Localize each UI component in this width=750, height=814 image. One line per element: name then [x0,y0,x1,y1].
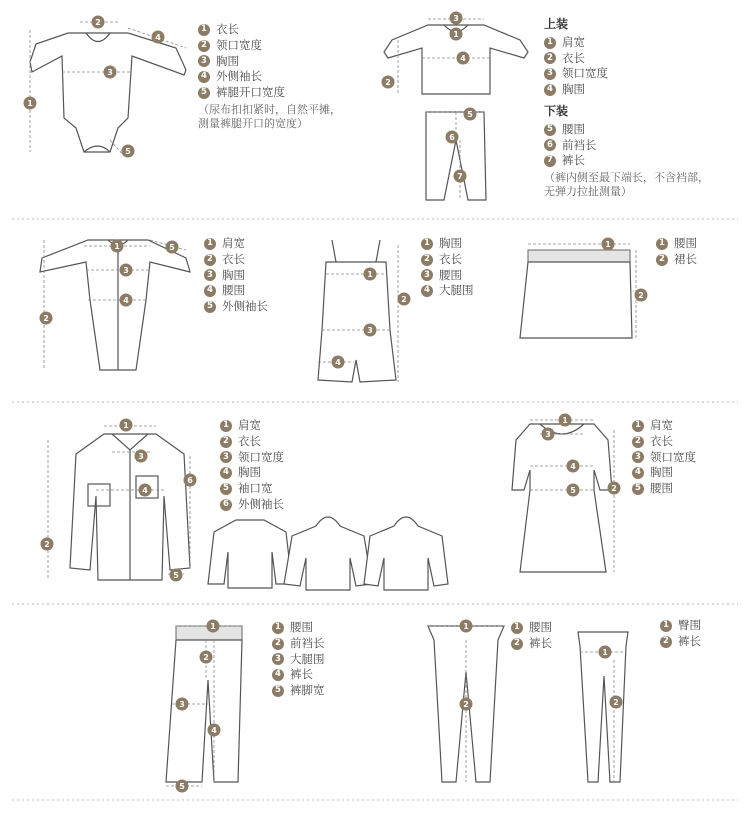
marker-number: 6 [449,133,455,142]
legend-item: 5 腰围 [544,122,709,138]
measure-marker [122,145,135,158]
legend-item: 6 前裆长 [544,138,709,154]
measure-marker [208,724,221,737]
marker-number: 5 [173,571,179,580]
measure-marker [152,31,165,44]
legend-item: 1 腰围 [656,236,697,252]
number-badge: 1 [656,238,668,250]
measure-marker [450,12,463,25]
measure-marker [24,97,37,110]
marker-number: 2 [95,18,101,27]
marker-number: 2 [203,653,209,662]
number-badge: 5 [272,685,284,697]
marker-number: 1 [27,99,33,108]
measure-marker [542,428,555,441]
label-leg-opening: 裤腿开口宽度 [216,85,285,100]
legend-item: 5 腰围 [632,481,696,497]
number-badge: 1 [272,622,284,634]
marker-number: 2 [385,78,391,87]
measure-marker [457,52,470,65]
measure-marker [104,66,117,79]
bodysuit-drawing [30,22,186,156]
measure-marker [166,241,179,254]
number-badge: 3 [204,269,216,281]
legend-item: 2 衣长 [544,51,709,67]
number-badge: 7 [544,155,556,167]
label-neck-width: 领口宽度 [216,37,262,52]
number-badge: 2 [198,40,210,52]
measure-marker [602,238,615,251]
marker-number: 1 [602,648,608,657]
marker-number: 2 [401,295,407,304]
marker-number: 4 [460,54,466,63]
marker-number: 4 [142,486,148,495]
number-badge: 5 [198,87,210,99]
marker-number: 5 [467,110,473,119]
measure-marker [170,569,183,582]
marker-number: 2 [611,484,617,493]
legend-item: 4 胸围 [632,465,696,481]
legend-item: 3 领口宽度 [544,66,709,82]
number-badge: 3 [544,68,556,80]
number-badge: 2 [272,638,284,650]
legend-item: 3 胸围 [204,268,268,284]
number-badge: 5 [632,483,644,495]
number-badge: 1 [204,238,216,250]
hoodie-drawing [284,517,372,590]
label-length: 衣长 [216,22,239,36]
legend-item: 2 裤长 [660,634,701,650]
marker-number: 2 [638,291,644,300]
measure-marker [135,450,148,463]
number-badge: 4 [272,669,284,681]
number-badge: 4 [632,467,644,479]
number-badge: 4 [421,285,433,297]
number-badge: 4 [544,84,556,96]
number-badge: 3 [198,55,210,67]
number-badge: 6 [220,499,232,511]
legend-item: 6 外侧袖长 [220,497,284,513]
marker-number: 5 [125,147,131,156]
number-badge: 4 [198,71,210,83]
measure-marker [450,28,463,41]
marker-number: 3 [453,14,459,23]
measure-marker [120,264,133,277]
measure-marker [567,460,580,473]
marker-number: 2 [44,540,50,549]
legend-skirt [656,236,697,268]
legend-jumpsuit [421,236,474,299]
measure-marker [398,293,411,306]
number-badge: 1 [198,24,210,36]
number-badge: 2 [632,436,644,448]
marker-number: 1 [367,270,373,279]
number-badge: 2 [421,254,433,266]
legend-item: 1 臀围 [660,618,701,634]
number-badge: 5 [544,124,556,136]
legend-shirt [220,418,284,513]
marker-number: 6 [187,476,193,485]
number-badge: 1 [220,420,232,432]
measure-marker [139,484,152,497]
number-badge: 1 [544,37,556,49]
marker-number: 1 [453,30,459,39]
heading-top: 上装 [544,17,569,31]
legend-item: 5 裤脚宽 [272,683,325,699]
measure-marker [599,646,612,659]
legend-item: 4 胸围 [220,465,284,481]
number-badge: 3 [220,451,232,463]
marker-number: 1 [463,622,469,631]
legend-item: 1 肩宽 [220,418,284,434]
measure-marker [200,651,213,664]
legend-leggings [511,620,552,652]
measure-marker [567,484,580,497]
measure-marker [460,620,473,633]
measure-marker [176,698,189,711]
label-sleeve: 外侧袖长 [216,69,262,84]
measure-marker [120,419,133,432]
skirt-drawing [520,244,636,338]
jumpsuit-drawing [318,240,398,382]
marker-number: 5 [169,243,175,252]
number-badge: 4 [220,467,232,479]
measure-marker [364,268,377,281]
legend-item [198,85,341,101]
measure-marker [332,356,345,369]
marker-number: 3 [107,68,113,77]
measure-marker [460,698,473,711]
number-badge: 5 [204,301,216,313]
legend-note: （尿布扣扣紧时，自然平摊， 测量裤腿开口的宽度） [198,102,341,130]
number-badge: 2 [656,254,668,266]
number-badge: 1 [660,620,672,632]
legend-item: 2 衣长 [204,252,268,268]
marker-number: 4 [123,296,129,305]
measure-marker [446,131,459,144]
marker-number: 3 [179,700,185,709]
number-badge: 6 [544,139,556,151]
number-badge: 1 [632,420,644,432]
heading-bottom: 下装 [544,103,569,118]
measure-marker [454,170,467,183]
marker-number: 3 [367,326,373,335]
measure-marker [635,289,648,302]
legend-item [198,38,341,54]
marker-number: 1 [123,421,129,430]
legend-item: 1 胸围 [421,236,474,252]
marker-number: 7 [457,172,463,181]
legend-bodysuit [198,22,341,131]
cardigan-drawing [208,520,292,588]
measure-marker [120,294,133,307]
marker-number: 4 [570,462,576,471]
legend-item: 2 衣长 [632,434,696,450]
legend-item: 3 领口宽度 [632,450,696,466]
dress-drawing [512,420,614,572]
legend-item: 7 裤长 [544,153,709,169]
number-badge: 5 [220,483,232,495]
marker-number: 4 [335,358,341,367]
number-badge: 2 [220,436,232,448]
legend-item: 1 腰围 [511,620,552,636]
measure-marker [610,696,623,709]
legend-item: 4 大腿围 [421,283,474,299]
number-badge: 2 [204,254,216,266]
number-badge: 3 [632,451,644,463]
number-badge: 1 [511,622,523,634]
marker-number: 1 [114,242,120,251]
legend-item: 2 衣长 [421,252,474,268]
marker-number: 2 [613,698,619,707]
measure-marker [41,538,54,551]
legend-item: 4 腰围 [204,283,268,299]
shirt-drawing [48,426,190,580]
measure-marker [111,240,124,253]
legend-item: 4 裤长 [272,667,325,683]
legend-item: 1 肩宽 [632,418,696,434]
legend-item: 5 外侧袖长 [204,299,268,315]
legend-item: 1 腰围 [272,620,325,636]
legend-item: 2 裙长 [656,252,697,268]
legend-item: 4 胸围 [544,82,709,98]
measure-marker [382,76,395,89]
marker-number: 2 [43,314,49,323]
marker-number: 1 [562,416,568,425]
number-badge: 3 [272,653,284,665]
measure-marker [464,108,477,121]
legend-item: 3 大腿围 [272,652,325,668]
zip-hoodie-drawing [364,517,448,590]
measure-marker [364,324,377,337]
measure-marker [40,312,53,325]
marker-number: 1 [210,622,216,631]
legend-item: 2 裤长 [511,636,552,652]
number-badge: 1 [421,238,433,250]
measure-marker [559,414,572,427]
measure-marker [207,620,220,633]
marker-number: 5 [179,782,185,791]
marker-number: 3 [545,430,551,439]
legend-item [198,54,341,70]
legend-dress [632,418,696,497]
legend-item: 2 衣长 [220,434,284,450]
legend-item: 3 领口宽度 [220,450,284,466]
measure-marker [608,482,621,495]
number-badge: 2 [660,636,672,648]
marker-number: 3 [138,452,144,461]
marker-number: 3 [123,266,129,275]
marker-number: 4 [155,33,161,42]
legend-footed-pants [660,618,701,650]
legend-item: 5 袖口宽 [220,481,284,497]
legend-pants [272,620,325,699]
number-badge: 2 [511,638,523,650]
number-badge: 3 [421,269,433,281]
legend-item: 1 肩宽 [204,236,268,252]
romper-drawing [40,240,190,370]
legend-item: 3 腰围 [421,268,474,284]
legend-item: 1 肩宽 [544,35,709,51]
number-badge: 2 [544,52,556,64]
legend-item [198,69,341,85]
marker-number: 1 [605,240,611,249]
marker-number: 2 [463,700,469,709]
legend-set [544,17,709,199]
measure-marker [184,474,197,487]
number-badge: 4 [204,285,216,297]
measure-marker [176,780,189,793]
legend-item: 2 前裆长 [272,636,325,652]
marker-number: 4 [211,726,217,735]
label-chest: 胸围 [216,53,239,68]
legend-note: （裤内侧至最下端长，不含裆部， 无弹力拉扯测量） [544,171,709,199]
legend-item [198,22,341,38]
measure-marker [92,16,105,29]
marker-number: 5 [570,486,576,495]
legend-romper [204,236,268,315]
